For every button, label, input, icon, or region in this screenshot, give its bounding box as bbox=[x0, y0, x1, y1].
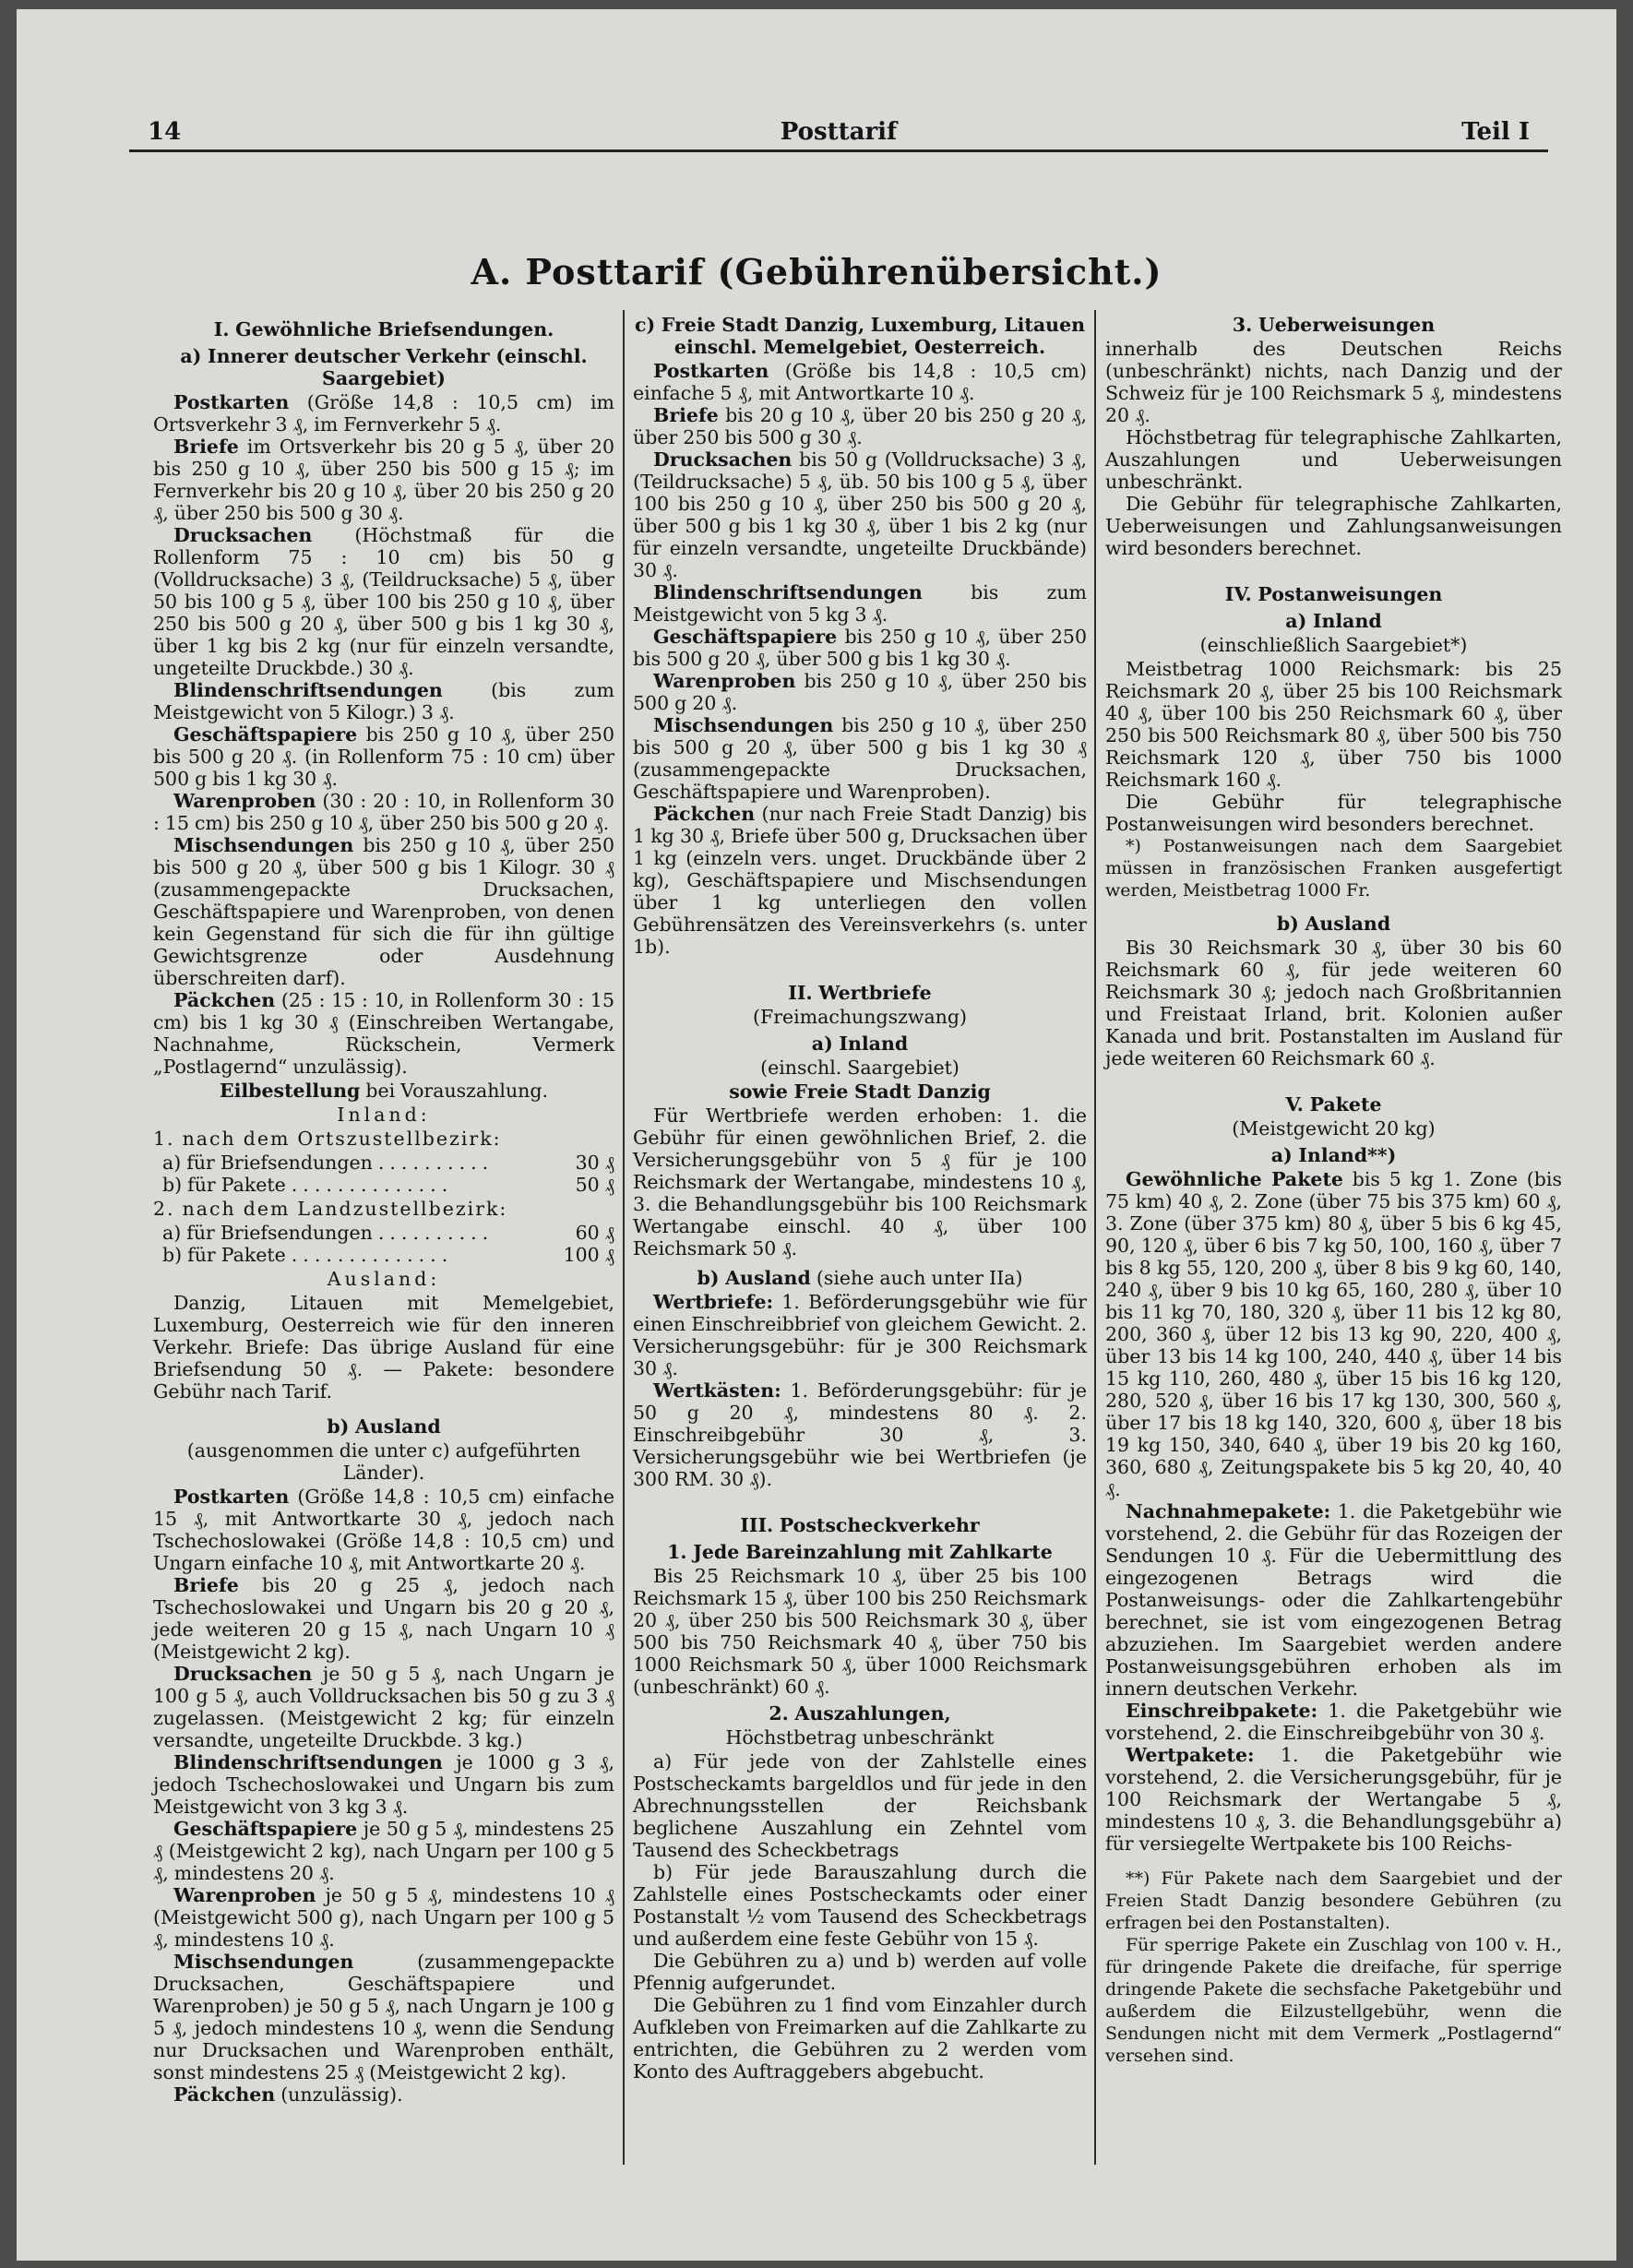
paragraph: Eilbestellung bei Vorauszahlung. bbox=[219, 1080, 549, 1102]
land-heading: 2. nach dem Landzustellbezirk: bbox=[153, 1198, 508, 1220]
paragraph: Postkarten (Größe 14,8 : 10,5 cm) im Ortsverkehr 3 ₰, im Fernverkehr 5 ₰. bbox=[153, 391, 614, 436]
paragraph: Geschäftspapiere bis 250 g 10 ₰, über 250 bis 500 g 20 ₰, über 500 g bis 1 kg 30 ₰. bbox=[633, 626, 1087, 670]
subsection-heading: a) Innerer deutscher Verkehr (einschl. Saargebiet) bbox=[180, 345, 588, 389]
rate-row: a) für Briefsendungen . . . . . . . . . . 30 ₰ bbox=[162, 1152, 614, 1174]
subsection-heading: b) Ausland bbox=[327, 1415, 441, 1438]
paragraph: Wertkästen: 1. Beförderungsgebühr: für je 50 g 20 ₰, mindestens 80 ₰. 2. Einschreibgebühr 30 ₰, 3. Versicherungsgebühr wie bei Wertbriefen (je 300 RM. 30 ₰). bbox=[633, 1379, 1087, 1490]
paragraph: Wertbriefe: 1. Beförderungsgebühr wie für einen Einschreibbrief von gleichem Gewicht. 2. Versicherungsgebühr: für je 300 Reichsmark 30 ₰. bbox=[633, 1291, 1087, 1379]
section-subheading: (Freimachungszwang) bbox=[753, 1006, 967, 1028]
paragraph: Wertpakete: 1. die Paketgebühr wie vorstehend, 2. die Versicherungsgebühr, für je 100 Reichsmark der Wertangabe 5 ₰, mindestens 10 ₰, 3. die Behandlungsgebühr a) für versiegelte Wertpakete bis 100 Reichs- bbox=[1105, 1744, 1562, 1855]
paragraph: Bis 30 Reichsmark 30 ₰, über 30 bis 60 Reichsmark 60 ₰, für jede weiteren 60 Reichsmark 30 ₰; jedoch nach Großbritannien und Freistaat Irland, brit. Kolonien außer Kanada und brit. Postanstalten im Ausland für jede weiteren 60 Reichsmark 60 ₰. bbox=[1105, 937, 1562, 1069]
paragraph: Nachnahmepakete: 1. die Paketgebühr wie vorstehend, 2. die Gebühr für das Rozeigen der Sendungen 10 ₰. Für die Uebermittlung des eingezogenen Betrags wird die Postanweisungs- oder die Zahlkartengebühr berechnet, sie ist vom eingezogenen Betrag abzuziehen. Im Saargebiet werden andere Postanweisungsgebühren erhoben als im innern deutschen Verkehr. bbox=[1105, 1500, 1562, 1700]
paragraph: Mischsendungen (zusammengepackte Drucksachen, Geschäftspapiere und Warenproben) je 50 g 5 ₰, nach Ungarn je 100 g 5 ₰, jedoch mindestens 10 ₰, wenn die Sendung nur Drucksachen und Warenproben enthält, sonst mindestens 25 ₰ (Meistgewicht 2 kg). bbox=[153, 1951, 614, 2083]
paragraph: Die Gebühr für telegraphische Postanweisungen wird besonders berechnet. bbox=[1105, 791, 1562, 835]
paragraph: Päckchen (nur nach Freie Stadt Danzig) bis 1 kg 30 ₰, Briefe über 500 g, Drucksachen über 1 kg (einzeln vers. unget. Druckbände über 2 kg), Geschäftspapiere und Mischsendungen über 1 kg unterliegen den vollen Gebührensätzen des Vereinsverkehrs (s. unter 1b). bbox=[633, 803, 1087, 958]
subsection-heading: c) Freie Stadt Danzig, Luxemburg, Litauen einschl. Memelgebiet, Oesterreich. bbox=[634, 314, 1086, 358]
paragraph: Blindenschriftsendungen (bis zum Meistgewicht von 5 Kilogr.) 3 ₰. bbox=[153, 679, 614, 723]
paragraph: Warenproben bis 250 g 10 ₰, über 250 bis 500 g 20 ₰. bbox=[633, 670, 1087, 714]
subsection-heading: a) Inland bbox=[1285, 610, 1382, 632]
paragraph: Postkarten (Größe bis 14,8 : 10,5 cm) einfache 5 ₰, mit Antwortkarte 10 ₰. bbox=[633, 360, 1087, 404]
paragraph: Drucksachen (Höchstmaß für die Rollenform 75 : 10 cm) bis 50 g (Volldrucksache) 3 ₰, (Teildrucksache) 5 ₰, über 50 bis 100 g 5 ₰, über 100 bis 250 g 10 ₰, über 250 bis 500 g 20 ₰, über 500 g bis 1 kg 30 ₰, über 1 kg bis 2 kg (nur für einzeln versandte, ungeteilte Druckbde.) 30 ₰. bbox=[153, 524, 614, 679]
paragraph: Drucksachen bis 50 g (Volldrucksache) 3 ₰, (Teildrucksache) 5 ₰, üb. 50 bis 100 g 5 ₰, über 100 bis 250 g 10 ₰, über 250 bis 500 g 20 ₰, über 500 g bis 1 kg 30 ₰, über 1 bis 2 kg (nur für einzeln versandte, ungeteilte Druckbände) 30 ₰. bbox=[633, 448, 1087, 581]
paragraph: Danzig, Litauen mit Memelgebiet, Luxemburg, Oesterreich wie für den inneren Verkehr. Briefe: Das übrige Ausland für eine Briefsendung 50 ₰. — Pakete: besondere Gebühr nach Tarif. bbox=[153, 1292, 614, 1403]
footnote: **) Für Pakete nach dem Saargebiet und der Freien Stadt Danzig besondere Gebühren (zu erfragen bei den Postanstalten). bbox=[1105, 1868, 1562, 1933]
running-title: Posttarif bbox=[780, 118, 898, 146]
paragraph: Geschäftspapiere je 50 g 5 ₰, mindestens 25 ₰ (Meistgewicht 2 kg), nach Ungarn per 100 g 5 ₰, mindestens 20 ₰. bbox=[153, 1818, 614, 1884]
subsection-subheading: Höchstbetrag unbeschränkt bbox=[725, 1726, 995, 1749]
paragraph: Drucksachen je 50 g 5 ₰, nach Ungarn je 100 g 5 ₰, auch Volldrucksachen bis 50 g zu 3 ₰ zugelassen. (Meistgewicht 2 kg; für einzeln versandte, ungeteilte Druckbde. 3 kg.) bbox=[153, 1663, 614, 1751]
ausland-label: Ausland: bbox=[327, 1268, 441, 1290]
paragraph: Die Gebühren zu 1 find vom Einzahler durch Aufkleben von Freimarken auf die Zahlkarte zu entrichten, die Gebühren zu 2 werden vom Konto des Auftraggebers abgebucht. bbox=[633, 1994, 1087, 2083]
paragraph: Einschreibpakete: 1. die Paketgebühr wie vorstehend, 2. die Einschreibgebühr von 30 ₰. bbox=[1105, 1700, 1562, 1744]
paragraph: Päckchen (unzulässig). bbox=[173, 2083, 403, 2106]
subsection-subheading: (ausgenommen die unter c) aufgeführten Länder). bbox=[186, 1439, 581, 1484]
paragraph: Meistbetrag 1000 Reichsmark: bis 25 Reichsmark 20 ₰, über 25 bis 100 Reichsmark 40 ₰, über 100 bis 250 Reichsmark 60 ₰, über 250 bis 500 Reichsmark 80 ₰, über 500 bis 750 Reichsmark 120 ₰, über 750 bis 1000 Reichsmark 160 ₰. bbox=[1105, 658, 1562, 791]
ort-heading: 1. nach dem Ortszustellbezirk: bbox=[153, 1128, 502, 1150]
paragraph: innerhalb des Deutschen Reichs (unbeschränkt) nichts, nach Danzig und der Schweiz für je 100 Reichsmark 5 ₰, mindestens 20 ₰. bbox=[1105, 338, 1562, 426]
section-heading: III. Postscheckverkehr bbox=[740, 1514, 980, 1536]
document-page bbox=[17, 9, 1616, 2261]
subsection-heading: b) Ausland (siehe auch unter IIa) bbox=[697, 1267, 1023, 1289]
paragraph: Gewöhnliche Pakete bis 5 kg 1. Zone (bis 75 km) 40 ₰, 2. Zone (über 75 bis 375 km) 60 ₰, 3. Zone (über 375 km) 80 ₰, über 5 bis 6 kg 45, 90, 120 ₰, über 6 bis 7 kg 50, 100, 160 ₰, über 7 bis 8 kg 55, 120, 200 ₰, über 8 bis 9 kg 60, 140, 240 ₰, über 9 bis 10 kg 65, 160, 280 ₰, über 10 bis 11 kg 70, 180, 320 ₰, über 11 bis 12 kg 80, 200, 360 ₰, über 12 bis 13 kg 90, 220, 400 ₰, über 13 bis 14 kg 100, 240, 440 ₰, über 14 bis 15 kg 110, 260, 480 ₰, über 15 bis 16 kg 120, 280, 520 ₰, über 16 bis 17 kg 130, 300, 560 ₰, über 17 bis 18 kg 140, 320, 600 ₰, über 18 bis 19 kg 150, 340, 640 ₰, über 19 bis 20 kg 160, 360, 680 ₰, Zeitungspakete bis 5 kg 20, 40, 40 ₰. bbox=[1105, 1168, 1563, 1500]
rate-row: b) für Pakete . . . . . . . . . . . . . . 100 ₰ bbox=[162, 1244, 614, 1266]
subsection-subheading: (einschließlich Saargebiet*) bbox=[1199, 634, 1468, 656]
column-3 bbox=[1105, 314, 1562, 2067]
subsection-heading: 1. Jede Bareinzahlung mit Zahlkarte bbox=[667, 1541, 1053, 1563]
paragraph: Mischsendungen bis 250 g 10 ₰, über 250 bis 500 g 20 ₰, über 500 g bis 1 kg 30 ₰ (zusammengepackte Drucksachen, Geschäftspapiere und Warenproben). bbox=[633, 714, 1087, 803]
subsection-heading: 2. Auszahlungen, bbox=[769, 1702, 951, 1725]
column-divider-2 bbox=[1094, 310, 1096, 2165]
column-1 bbox=[153, 314, 614, 2106]
paragraph: Geschäftspapiere bis 250 g 10 ₰, über 250 bis 500 g 20 ₰. (in Rollenform 75 : 10 cm) über 500 g bis 1 kg 30 ₰. bbox=[153, 723, 614, 790]
paragraph: Warenproben (30 : 20 : 10, in Rollenform 30 : 15 cm) bis 250 g 10 ₰, über 250 bis 500 g 20 ₰. bbox=[153, 790, 614, 834]
section-heading: V. Pakete bbox=[1285, 1093, 1382, 1116]
part-label: Teil I bbox=[1461, 118, 1530, 146]
footnote: Für sperrige Pakete ein Zuschlag von 100 v. H., für dringende Pakete die dreifache, für sperrige dringende Pakete die sechsfache Paketgebühr und außerdem die Eilzustellgebühr, wenn die Sendungen nicht mit dem Vermerk „Postlagernd“ versehen sind. bbox=[1105, 1935, 1562, 2066]
paragraph: Für Wertbriefe werden erhoben: 1. die Gebühr für einen gewöhnlichen Brief, 2. die Versicherungsgebühr von 5 ₰ für je 100 Reichsmark der Wertangabe, mindestens 10 ₰, 3. die Behandlungsgebühr bis 100 Reichsmark Wertangabe einschl. 40 ₰, über 100 Reichsmark 50 ₰. bbox=[633, 1104, 1087, 1259]
main-title: A. Posttarif (Gebührenübersicht.) bbox=[471, 251, 1162, 292]
page-number: 14 bbox=[148, 118, 182, 146]
rate-row: b) für Pakete . . . . . . . . . . . . . . 50 ₰ bbox=[162, 1174, 614, 1196]
paragraph: Blindenschriftsendungen bis zum Meistgewicht von 5 kg 3 ₰. bbox=[633, 581, 1087, 626]
running-header bbox=[129, 116, 1548, 152]
column-2 bbox=[633, 314, 1087, 2083]
subsection-heading: a) Inland**) bbox=[1270, 1144, 1397, 1166]
subsection-heading: 3. Ueberweisungen bbox=[1232, 314, 1436, 336]
paragraph: b) Für jede Barauszahlung durch die Zahlstelle eines Postscheckamts oder einer Postanstalt ½ vom Tausend des Scheckbetrags und außerdem eine feste Gebühr von 15 ₰. bbox=[633, 1861, 1087, 1950]
section-subheading: (Meistgewicht 20 kg) bbox=[1232, 1117, 1436, 1140]
rate-row: a) für Briefsendungen . . . . . . . . . . 60 ₰ bbox=[162, 1222, 614, 1244]
paragraph: Briefe im Ortsverkehr bis 20 g 5 ₰, über 20 bis 250 g 10 ₰, über 250 bis 500 g 15 ₰; im Fernverkehr bis 20 g 10 ₰, über 20 bis 250 g 20 ₰, über 250 bis 500 g 30 ₰. bbox=[153, 436, 614, 524]
footnote: *) Postanweisungen nach dem Saargebiet müssen in französischen Franken ausgefertigt werden, Meistbetrag 1000 Fr. bbox=[1105, 836, 1562, 901]
subsection-subheading: (einschl. Saargebiet) bbox=[760, 1056, 960, 1079]
paragraph: Warenproben je 50 g 5 ₰, mindestens 10 ₰ (Meistgewicht 500 g), nach Ungarn per 100 g 5 ₰, mindestens 10 ₰. bbox=[153, 1884, 614, 1951]
paragraph: Briefe bis 20 g 25 ₰, jedoch nach Tschechoslowakei und Ungarn bis 20 g 20 ₰, jede weiteren 20 g 15 ₰, nach Ungarn 10 ₰ (Meistgewicht 2 kg). bbox=[153, 1574, 614, 1663]
subsection-heading: a) Inland bbox=[811, 1033, 909, 1055]
paragraph: Die Gebühren zu a) und b) werden auf volle Pfennig aufgerundet. bbox=[633, 1950, 1087, 1994]
paragraph: Bis 25 Reichsmark 10 ₰, über 25 bis 100 Reichsmark 15 ₰, über 100 bis 250 Reichsmark 20 ₰, über 250 bis 500 Reichsmark 30 ₰, über 500 bis 750 Reichsmark 40 ₰, über 750 bis 1000 Reichsmark 50 ₰, über 1000 Reichsmark (unbeschränkt) 60 ₰. bbox=[633, 1565, 1087, 1698]
section-heading: I. Gewöhnliche Briefsendungen. bbox=[213, 318, 554, 340]
paragraph: Höchstbetrag für telegraphische Zahlkarten, Auszahlungen und Ueberweisungen unbeschränkt. bbox=[1105, 426, 1562, 493]
paragraph: Postkarten (Größe 14,8 : 10,5 cm) einfache 15 ₰, mit Antwortkarte 30 ₰, jedoch nach Tschechoslowakei (Größe 14,8 : 10,5 cm) und Ungarn einfache 10 ₰, mit Antwortkarte 20 ₰. bbox=[153, 1486, 614, 1574]
inland-label: Inland: bbox=[337, 1104, 431, 1126]
section-heading: II. Wertbriefe bbox=[788, 982, 932, 1004]
section-heading: IV. Postanweisungen bbox=[1224, 583, 1443, 605]
paragraph: Briefe bis 20 g 10 ₰, über 20 bis 250 g 20 ₰, über 250 bis 500 g 30 ₰. bbox=[633, 404, 1087, 448]
paragraph: Blindenschriftsendungen je 1000 g 3 ₰, jedoch Tschechoslowakei und Ungarn bis zum Meistgewicht von 3 kg 3 ₰. bbox=[153, 1751, 614, 1818]
paragraph: a) Für jede von der Zahlstelle eines Postscheckamts bargeldlos und für jede in den Abrechnungsstellen der Reichsbank beglichene Auszahlung ein Zehntel vom Tausend des Scheckbetrags bbox=[633, 1750, 1087, 1861]
column-divider-1 bbox=[623, 310, 625, 2165]
paragraph: Die Gebühr für telegraphische Zahlkarten, Ueberweisungen und Zahlungsanweisungen wird besonders berechnet. bbox=[1105, 493, 1562, 559]
subsection-heading: b) Ausland bbox=[1276, 913, 1391, 935]
paragraph: Päckchen (25 : 15 : 10, in Rollenform 30 : 15 cm) bis 1 kg 30 ₰ (Einschreiben Wertangabe, Nachnahme, Rückschein, Vermerk „Postlagernd“ unzulässig). bbox=[153, 989, 614, 1078]
paragraph: Mischsendungen bis 250 g 10 ₰, über 250 bis 500 g 20 ₰, über 500 g bis 1 Kilogr. 30 ₰ (zusammengepackte Drucksachen, Geschäftspapiere und Warenproben, von denen kein Gegenstand für sich die für ihn gültige Gewichtsgrenze oder Ausdehnung überschreiten darf). bbox=[153, 834, 614, 989]
subsection-subheading: sowie Freie Stadt Danzig bbox=[729, 1080, 991, 1103]
